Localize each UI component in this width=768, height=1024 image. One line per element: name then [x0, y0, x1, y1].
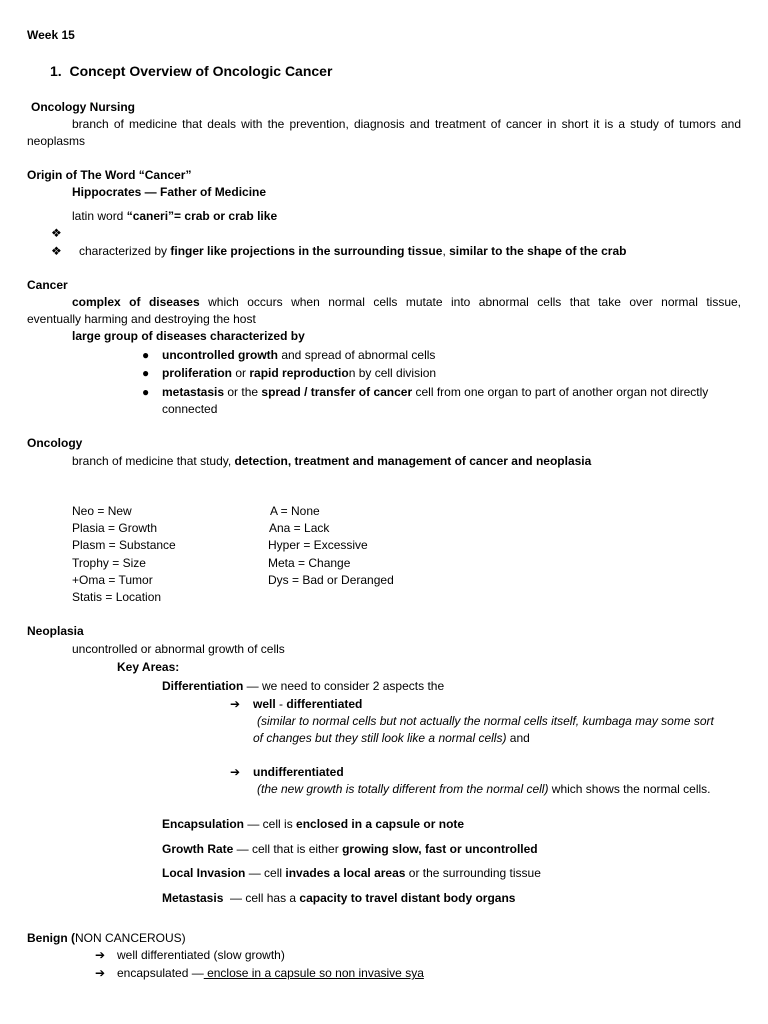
well-sep: - [275, 697, 287, 711]
cancer-bullet-2 [142, 366, 436, 381]
encap-bold: Encapsulation [162, 817, 245, 831]
undiff-bold: undifferentiated [253, 765, 344, 779]
origin-title: Origin of The Word “Cancer” [27, 168, 192, 182]
differentiation-line [162, 679, 444, 694]
term-left: Plasia = Growth [72, 521, 158, 535]
oncology-title: Oncology [27, 436, 83, 450]
term-right: Hyper = Excessive [268, 538, 368, 552]
metastasis-line [162, 891, 515, 906]
well-desc2: of changes but they still look like a normal cells) [253, 731, 507, 745]
well-diff-line [230, 697, 362, 712]
heading-title: Concept Overview of Oncologic Cancer [69, 63, 333, 79]
section-heading [50, 64, 332, 79]
undiff-desc-italic: (the new growth is totally different from the normal cell) [257, 782, 549, 796]
bullet-dot-icon: ● [142, 366, 150, 380]
char-bold1: finger like projections in the surrounding tissue [170, 244, 443, 258]
arrow-right-icon: ➔ [230, 765, 241, 779]
b3-mid: or the [224, 385, 262, 399]
well-bold2: differentiated [286, 697, 363, 711]
b2-mid: or [232, 366, 250, 380]
term-left: Trophy = Size [72, 556, 146, 570]
term-right: Meta = Change [268, 556, 351, 570]
hippocrates-line: Hippocrates — Father of Medicine [72, 185, 267, 199]
cancer-complex-line2: eventually harming and destroying the host [27, 312, 256, 326]
large-group-line: large group of diseases characterized by [72, 329, 305, 343]
oncology-nursing-def-line1: branch of medicine that deals with the prevention, diagnosis and treatment of cancer in short it is a study of tumors and [72, 117, 741, 131]
oncology-def-pre: branch of medicine that study, [72, 454, 235, 468]
local-invasion-line [162, 866, 541, 881]
local-bold2: invades a local areas [285, 866, 406, 880]
b3-bold1: metastasis [162, 385, 225, 399]
benign-title-bold: Benign ( [27, 931, 75, 945]
cancer-bullet-3 [142, 385, 708, 400]
well-bold: well [253, 697, 276, 711]
b3-bold2: spread / transfer of cancer [261, 385, 413, 399]
growth-bold2: growing slow, fast or uncontrolled [342, 842, 538, 856]
meta-mid: — cell has a [223, 891, 300, 905]
benign-item2-pre: encapsulated — [117, 966, 204, 980]
diamond-bullet-icon: ❖ [51, 244, 62, 258]
term-right: Dys = Bad or Deranged [268, 573, 394, 587]
local-mid: — cell [245, 866, 286, 880]
undiff-desc [257, 782, 711, 797]
diff-bold: Differentiation [162, 679, 244, 693]
b2-bold1: proliferation [162, 366, 233, 380]
growth-mid: — cell that is either [233, 842, 343, 856]
benign-item-2 [95, 966, 424, 981]
cancer-complex-line1 [72, 295, 741, 310]
bullet-dot-icon: ● [142, 348, 150, 362]
oncology-def [72, 454, 591, 469]
b2-bold2: rapid reproductio [249, 366, 349, 380]
complex-bold: complex of diseases [72, 295, 200, 309]
bullet-empty [51, 226, 69, 241]
cancer-bullet-1 [142, 348, 435, 363]
week-label: Week 15 [27, 28, 75, 42]
b3-rest: cell from one organ to part of another organ not directly [412, 385, 709, 399]
local-bold: Local Invasion [162, 866, 246, 880]
latin-bold: “caneri”= crab or crab like [126, 209, 278, 223]
well-desc2-tail: and [506, 731, 530, 745]
bullet-dot-icon: ● [142, 385, 150, 399]
diff-rest: — we need to consider 2 aspects the [243, 679, 445, 693]
arrow-right-icon: ➔ [230, 697, 241, 711]
b2-rest: n by cell division [348, 366, 437, 380]
characterized-line [51, 244, 626, 259]
encap-mid: — cell is [244, 817, 297, 831]
benign-item2-underlined: enclose in a capsule so non invasive sya [203, 966, 424, 980]
benign-item1-text: well differentiated (slow growth) [117, 948, 285, 962]
neoplasia-def: uncontrolled or abnormal growth of cells [72, 642, 285, 656]
b1-bold: uncontrolled growth [162, 348, 278, 362]
growth-rate-line [162, 842, 538, 857]
cancer-bullet-3-line2: connected [162, 402, 218, 416]
encapsulation-line [162, 817, 464, 832]
latin-word-line [72, 209, 277, 224]
well-desc-line1: (similar to normal cells but not actually the normal cells itself, kumbaga may some sort [257, 714, 714, 728]
term-right: A = None [270, 504, 320, 518]
encap-bold2: enclosed in a capsule or note [296, 817, 465, 831]
undiff-desc-rest: which shows the normal cells. [548, 782, 711, 796]
growth-bold: Growth Rate [162, 842, 234, 856]
oncology-nursing-def-line2: neoplasms [27, 134, 86, 148]
well-desc-line2 [253, 731, 530, 746]
heading-number: 1. [50, 63, 62, 79]
term-right: Ana = Lack [269, 521, 330, 535]
term-left: Statis = Location [72, 590, 162, 604]
term-left: Neo = New [72, 504, 132, 518]
arrow-right-icon: ➔ [95, 966, 106, 980]
local-rest: or the surrounding tissue [405, 866, 541, 880]
char-mid: , [442, 244, 450, 258]
char-bold2: similar to the shape of the crab [449, 244, 627, 258]
undiff-line [230, 765, 344, 780]
term-left: Plasm = Substance [72, 538, 176, 552]
neoplasia-title: Neoplasia [27, 624, 84, 638]
benign-title [27, 931, 186, 946]
meta-bold2: capacity to travel distant body organs [299, 891, 516, 905]
latin-pre: latin word [72, 209, 127, 223]
term-left: +Oma = Tumor [72, 573, 153, 587]
meta-bold: Metastasis [162, 891, 224, 905]
b1-rest: and spread of abnormal cells [278, 348, 436, 362]
oncology-nursing-title: Oncology Nursing [31, 100, 136, 114]
complex-rest: which occurs when normal cells mutate into abnormal cells that take over normal tissue, [199, 295, 742, 309]
benign-title-rest: NON CANCEROUS) [75, 931, 186, 945]
benign-item-1 [95, 948, 285, 963]
diamond-bullet-icon: ❖ [51, 226, 62, 240]
arrow-right-icon: ➔ [95, 948, 106, 962]
cancer-title: Cancer [27, 278, 68, 292]
char-pre: characterized by [79, 244, 171, 258]
key-areas-label: Key Areas: [117, 660, 180, 674]
oncology-def-bold: detection, treatment and management of cancer and neoplasia [234, 454, 592, 468]
